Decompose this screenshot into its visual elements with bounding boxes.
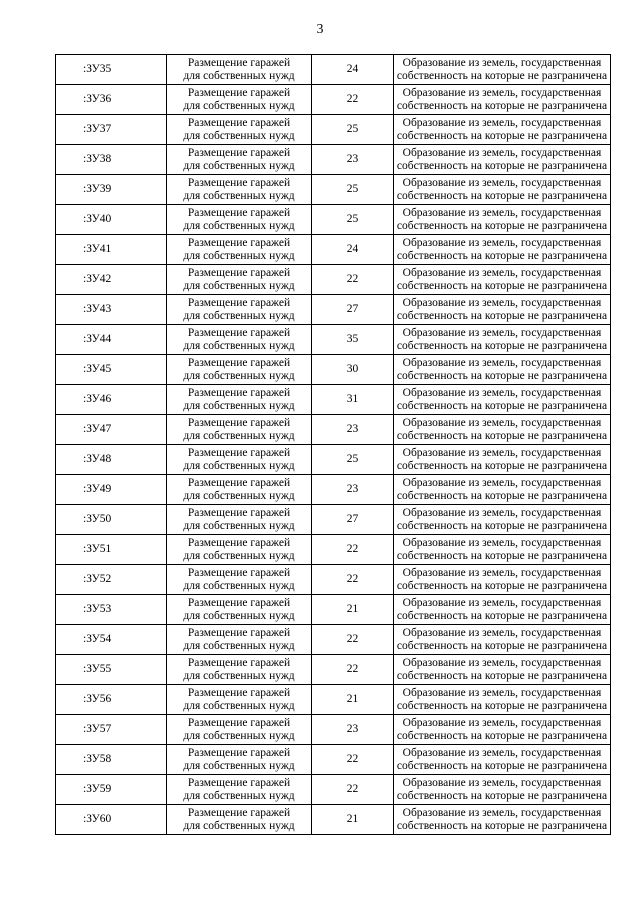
table-row	[56, 505, 611, 535]
formation-method-line1: Образование из земель, государственная	[402, 476, 602, 489]
formation-method-line1: Образование из земель, государственная	[402, 386, 602, 399]
plot-id-cell: :ЗУ60	[56, 805, 167, 835]
table-row	[56, 295, 611, 325]
plot-id-cell: :ЗУ35	[56, 55, 167, 85]
plot-id-cell: :ЗУ37	[56, 115, 167, 145]
table-row	[56, 205, 611, 235]
area-cell: 21	[312, 595, 394, 625]
permitted-use-line1: Размещение гаражей	[187, 86, 291, 99]
formation-method-line2: собственность на которые не разграничена	[396, 579, 608, 592]
permitted-use-cell	[167, 85, 312, 115]
formation-method-line2: собственность на которые не разграничена	[396, 129, 608, 142]
formation-method-line2: собственность на которые не разграничена	[396, 249, 608, 262]
permitted-use-cell	[167, 745, 312, 775]
permitted-use-line2: для собственных нужд	[183, 369, 295, 382]
area-cell: 23	[312, 145, 394, 175]
permitted-use-line1: Размещение гаражей	[187, 176, 291, 189]
plot-id-cell: :ЗУ56	[56, 685, 167, 715]
formation-method-cell	[394, 385, 611, 415]
formation-method-cell	[394, 595, 611, 625]
formation-method-line2: собственность на которые не разграничена	[396, 729, 608, 742]
plot-id-cell: :ЗУ52	[56, 565, 167, 595]
permitted-use-cell	[167, 655, 312, 685]
area-cell: 22	[312, 625, 394, 655]
formation-method-cell	[394, 655, 611, 685]
permitted-use-cell	[167, 685, 312, 715]
permitted-use-line1: Размещение гаражей	[187, 806, 291, 819]
formation-method-line1: Образование из земель, государственная	[402, 326, 602, 339]
permitted-use-line1: Размещение гаражей	[187, 656, 291, 669]
permitted-use-line1: Размещение гаражей	[187, 116, 291, 129]
table-row	[56, 145, 611, 175]
formation-method-cell	[394, 295, 611, 325]
formation-method-line1: Образование из земель, государственная	[402, 716, 602, 729]
permitted-use-cell	[167, 205, 312, 235]
formation-method-cell	[394, 715, 611, 745]
formation-method-cell	[394, 85, 611, 115]
formation-method-line2: собственность на которые не разграничена	[396, 369, 608, 382]
area-cell: 22	[312, 775, 394, 805]
permitted-use-line2: для собственных нужд	[183, 189, 295, 202]
permitted-use-line1: Размещение гаражей	[187, 356, 291, 369]
formation-method-cell	[394, 565, 611, 595]
plot-id-cell: :ЗУ48	[56, 445, 167, 475]
plot-id-cell: :ЗУ44	[56, 325, 167, 355]
permitted-use-cell	[167, 475, 312, 505]
area-cell: 22	[312, 745, 394, 775]
formation-method-line2: собственность на которые не разграничена	[396, 339, 608, 352]
table-row	[56, 595, 611, 625]
formation-method-line1: Образование из земель, государственная	[402, 566, 602, 579]
permitted-use-line1: Размещение гаражей	[187, 536, 291, 549]
permitted-use-line2: для собственных нужд	[183, 69, 295, 82]
plot-id-cell: :ЗУ36	[56, 85, 167, 115]
land-plots-table	[55, 54, 611, 835]
formation-method-line2: собственность на которые не разграничена	[396, 159, 608, 172]
permitted-use-line2: для собственных нужд	[183, 579, 295, 592]
permitted-use-cell	[167, 145, 312, 175]
plot-id-cell: :ЗУ42	[56, 265, 167, 295]
formation-method-line1: Образование из земель, государственная	[402, 416, 602, 429]
formation-method-line1: Образование из земель, государственная	[402, 86, 602, 99]
formation-method-line2: собственность на которые не разграничена	[396, 309, 608, 322]
formation-method-cell	[394, 265, 611, 295]
table-row	[56, 685, 611, 715]
formation-method-line2: собственность на которые не разграничена	[396, 189, 608, 202]
area-cell: 25	[312, 445, 394, 475]
formation-method-line1: Образование из земель, государственная	[402, 656, 602, 669]
area-cell: 22	[312, 565, 394, 595]
area-cell: 23	[312, 415, 394, 445]
formation-method-cell	[394, 115, 611, 145]
table-row	[56, 115, 611, 145]
plot-id-cell: :ЗУ51	[56, 535, 167, 565]
formation-method-line2: собственность на которые не разграничена	[396, 699, 608, 712]
permitted-use-cell	[167, 265, 312, 295]
table-row	[56, 355, 611, 385]
table-row	[56, 415, 611, 445]
permitted-use-line1: Размещение гаражей	[187, 146, 291, 159]
formation-method-line1: Образование из земель, государственная	[402, 536, 602, 549]
area-cell: 23	[312, 475, 394, 505]
permitted-use-line1: Размещение гаражей	[187, 446, 291, 459]
area-cell: 22	[312, 535, 394, 565]
permitted-use-line2: для собственных нужд	[183, 339, 295, 352]
formation-method-line2: собственность на которые не разграничена	[396, 69, 608, 82]
area-cell: 31	[312, 385, 394, 415]
permitted-use-line2: для собственных нужд	[183, 789, 295, 802]
permitted-use-cell	[167, 535, 312, 565]
permitted-use-line2: для собственных нужд	[183, 249, 295, 262]
permitted-use-line1: Размещение гаражей	[187, 386, 291, 399]
permitted-use-line1: Размещение гаражей	[187, 566, 291, 579]
permitted-use-line2: для собственных нужд	[183, 549, 295, 562]
formation-method-line1: Образование из земель, государственная	[402, 176, 602, 189]
formation-method-line2: собственность на которые не разграничена	[396, 459, 608, 472]
permitted-use-line2: для собственных нужд	[183, 699, 295, 712]
formation-method-line1: Образование из земель, государственная	[402, 626, 602, 639]
permitted-use-cell	[167, 115, 312, 145]
formation-method-line2: собственность на которые не разграничена	[396, 99, 608, 112]
area-cell: 21	[312, 805, 394, 835]
table-row	[56, 565, 611, 595]
plot-id-cell: :ЗУ40	[56, 205, 167, 235]
plot-id-cell: :ЗУ53	[56, 595, 167, 625]
permitted-use-line2: для собственных нужд	[183, 429, 295, 442]
formation-method-cell	[394, 205, 611, 235]
permitted-use-line1: Размещение гаражей	[187, 206, 291, 219]
table-row	[56, 85, 611, 115]
table-row	[56, 715, 611, 745]
table-row	[56, 175, 611, 205]
permitted-use-line2: для собственных нужд	[183, 99, 295, 112]
table-body	[56, 55, 611, 835]
area-cell: 24	[312, 235, 394, 265]
area-cell: 35	[312, 325, 394, 355]
formation-method-line1: Образование из земель, государственная	[402, 266, 602, 279]
permitted-use-cell	[167, 625, 312, 655]
formation-method-line1: Образование из земель, государственная	[402, 686, 602, 699]
plot-id-cell: :ЗУ47	[56, 415, 167, 445]
formation-method-line1: Образование из земель, государственная	[402, 506, 602, 519]
formation-method-line2: собственность на которые не разграничена	[396, 279, 608, 292]
permitted-use-line2: для собственных нужд	[183, 639, 295, 652]
plot-id-cell: :ЗУ43	[56, 295, 167, 325]
permitted-use-line2: для собственных нужд	[183, 609, 295, 622]
formation-method-cell	[394, 235, 611, 265]
area-cell: 30	[312, 355, 394, 385]
plot-id-cell: :ЗУ49	[56, 475, 167, 505]
area-cell: 27	[312, 295, 394, 325]
area-cell: 22	[312, 85, 394, 115]
formation-method-line2: собственность на которые не разграничена	[396, 429, 608, 442]
table-row	[56, 475, 611, 505]
formation-method-line1: Образование из земель, государственная	[402, 296, 602, 309]
permitted-use-line2: для собственных нужд	[183, 489, 295, 502]
permitted-use-line1: Размещение гаражей	[187, 296, 291, 309]
plot-id-cell: :ЗУ46	[56, 385, 167, 415]
permitted-use-line1: Размещение гаражей	[187, 236, 291, 249]
page-number: 3	[316, 22, 324, 37]
plot-id-cell: :ЗУ58	[56, 745, 167, 775]
permitted-use-line1: Размещение гаражей	[187, 716, 291, 729]
plot-id-cell: :ЗУ39	[56, 175, 167, 205]
table-row	[56, 745, 611, 775]
area-cell: 23	[312, 715, 394, 745]
table-row	[56, 385, 611, 415]
formation-method-line2: собственность на которые не разграничена	[396, 399, 608, 412]
formation-method-line1: Образование из земель, государственная	[402, 206, 602, 219]
formation-method-line1: Образование из земель, государственная	[402, 146, 602, 159]
permitted-use-cell	[167, 355, 312, 385]
permitted-use-cell	[167, 175, 312, 205]
area-cell: 25	[312, 115, 394, 145]
permitted-use-line2: для собственных нужд	[183, 399, 295, 412]
formation-method-line1: Образование из земель, государственная	[402, 356, 602, 369]
area-cell: 25	[312, 205, 394, 235]
formation-method-line2: собственность на которые не разграничена	[396, 489, 608, 502]
permitted-use-line2: для собственных нужд	[183, 309, 295, 322]
permitted-use-line1: Размещение гаражей	[187, 746, 291, 759]
formation-method-cell	[394, 145, 611, 175]
permitted-use-line2: для собственных нужд	[183, 219, 295, 232]
permitted-use-line2: для собственных нужд	[183, 279, 295, 292]
area-cell: 24	[312, 55, 394, 85]
area-cell: 25	[312, 175, 394, 205]
formation-method-line1: Образование из земель, государственная	[402, 776, 602, 789]
permitted-use-cell	[167, 775, 312, 805]
area-cell: 22	[312, 265, 394, 295]
area-cell: 27	[312, 505, 394, 535]
permitted-use-cell	[167, 565, 312, 595]
plot-id-cell: :ЗУ41	[56, 235, 167, 265]
formation-method-line1: Образование из земель, государственная	[402, 236, 602, 249]
permitted-use-line1: Размещение гаражей	[187, 686, 291, 699]
formation-method-line1: Образование из земель, государственная	[402, 446, 602, 459]
formation-method-line1: Образование из земель, государственная	[402, 596, 602, 609]
formation-method-cell	[394, 475, 611, 505]
permitted-use-line2: для собственных нужд	[183, 159, 295, 172]
permitted-use-cell	[167, 55, 312, 85]
formation-method-line2: собственность на которые не разграничена	[396, 759, 608, 772]
formation-method-cell	[394, 685, 611, 715]
formation-method-cell	[394, 505, 611, 535]
formation-method-line2: собственность на которые не разграничена	[396, 219, 608, 232]
permitted-use-line1: Размещение гаражей	[187, 56, 291, 69]
plot-id-cell: :ЗУ50	[56, 505, 167, 535]
formation-method-cell	[394, 325, 611, 355]
formation-method-line1: Образование из земель, государственная	[402, 806, 602, 819]
permitted-use-line1: Размещение гаражей	[187, 266, 291, 279]
permitted-use-line2: для собственных нужд	[183, 759, 295, 772]
area-cell: 21	[312, 685, 394, 715]
permitted-use-line1: Размещение гаражей	[187, 626, 291, 639]
formation-method-cell	[394, 445, 611, 475]
formation-method-line1: Образование из земель, государственная	[402, 746, 602, 759]
area-cell: 22	[312, 655, 394, 685]
permitted-use-cell	[167, 445, 312, 475]
formation-method-line2: собственность на которые не разграничена	[396, 819, 608, 832]
table-row	[56, 265, 611, 295]
formation-method-line2: собственность на которые не разграничена	[396, 549, 608, 562]
permitted-use-cell	[167, 505, 312, 535]
plot-id-cell: :ЗУ38	[56, 145, 167, 175]
formation-method-line2: собственность на которые не разграничена	[396, 519, 608, 532]
table-row	[56, 625, 611, 655]
plot-id-cell: :ЗУ59	[56, 775, 167, 805]
permitted-use-line2: для собственных нужд	[183, 459, 295, 472]
permitted-use-cell	[167, 595, 312, 625]
plot-id-cell: :ЗУ55	[56, 655, 167, 685]
table-row	[56, 535, 611, 565]
permitted-use-cell	[167, 385, 312, 415]
permitted-use-cell	[167, 235, 312, 265]
formation-method-line2: собственность на которые не разграничена	[396, 789, 608, 802]
permitted-use-line1: Размещение гаражей	[187, 776, 291, 789]
permitted-use-line2: для собственных нужд	[183, 819, 295, 832]
permitted-use-line1: Размещение гаражей	[187, 476, 291, 489]
formation-method-line1: Образование из земель, государственная	[402, 116, 602, 129]
table-row	[56, 55, 611, 85]
permitted-use-line2: для собственных нужд	[183, 519, 295, 532]
formation-method-cell	[394, 535, 611, 565]
plot-id-cell: :ЗУ45	[56, 355, 167, 385]
permitted-use-line2: для собственных нужд	[183, 129, 295, 142]
plot-id-cell: :ЗУ54	[56, 625, 167, 655]
permitted-use-line1: Размещение гаражей	[187, 416, 291, 429]
permitted-use-line1: Размещение гаражей	[187, 596, 291, 609]
plot-id-cell: :ЗУ57	[56, 715, 167, 745]
formation-method-cell	[394, 745, 611, 775]
formation-method-cell	[394, 775, 611, 805]
formation-method-cell	[394, 355, 611, 385]
formation-method-line1: Образование из земель, государственная	[402, 56, 602, 69]
permitted-use-cell	[167, 325, 312, 355]
table-row	[56, 775, 611, 805]
table-row	[56, 445, 611, 475]
table-row	[56, 235, 611, 265]
permitted-use-cell	[167, 805, 312, 835]
table-row	[56, 805, 611, 835]
formation-method-cell	[394, 55, 611, 85]
formation-method-line2: собственность на которые не разграничена	[396, 639, 608, 652]
permitted-use-line2: для собственных нужд	[183, 669, 295, 682]
formation-method-cell	[394, 625, 611, 655]
permitted-use-cell	[167, 715, 312, 745]
formation-method-line2: собственность на которые не разграничена	[396, 669, 608, 682]
permitted-use-line1: Размещение гаражей	[187, 326, 291, 339]
permitted-use-line1: Размещение гаражей	[187, 506, 291, 519]
permitted-use-cell	[167, 295, 312, 325]
formation-method-cell	[394, 805, 611, 835]
formation-method-cell	[394, 415, 611, 445]
table-row	[56, 655, 611, 685]
formation-method-line2: собственность на которые не разграничена	[396, 609, 608, 622]
table-row	[56, 325, 611, 355]
permitted-use-line2: для собственных нужд	[183, 729, 295, 742]
formation-method-cell	[394, 175, 611, 205]
permitted-use-cell	[167, 415, 312, 445]
